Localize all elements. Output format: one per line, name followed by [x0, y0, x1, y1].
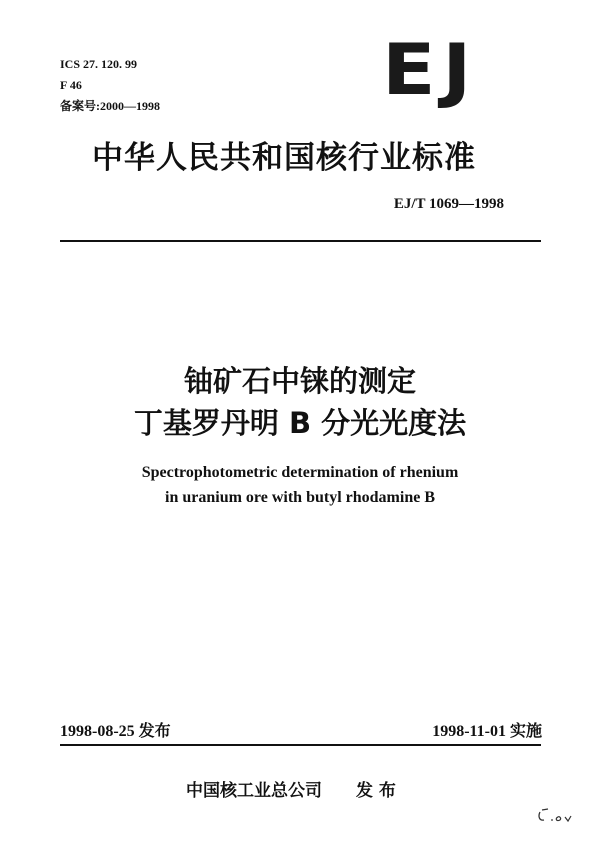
document-title-en [0, 460, 600, 510]
ccs-code: F 46 [60, 78, 82, 92]
bottom-divider [60, 744, 541, 746]
publisher-line [186, 776, 396, 801]
issue-date: 1998-08-25 发布 [60, 723, 171, 740]
title-en-line-1: Spectrophotometric determination of rhenium [141, 464, 459, 481]
ics-code: ICS 27. 120. 99 [60, 57, 138, 71]
ej-logo: EJ [382, 29, 479, 111]
classification-block [60, 54, 160, 117]
title-zh-line-1: 铀矿石中铼的测定 [183, 364, 416, 398]
publisher-name: 中国核工业总公司 [186, 781, 322, 801]
record-number: 备案号:2000—1998 [60, 99, 160, 113]
top-divider [60, 240, 541, 242]
title-zh-line-2: 丁基罗丹明 B 分光光度法 [133, 406, 467, 440]
standard-category-title: 中华人民共和国核行业标准 [92, 140, 476, 176]
document-title-zh [0, 360, 600, 444]
standard-number: EJ/T 1069—1998 [393, 196, 504, 212]
publisher-action: 发 布 [356, 781, 396, 801]
implementation-date: 1998-11-01 实施 [432, 723, 542, 740]
handwritten-mark [536, 806, 582, 826]
title-en-line-2: in uranium ore with butyl rhodamine B [165, 489, 435, 506]
